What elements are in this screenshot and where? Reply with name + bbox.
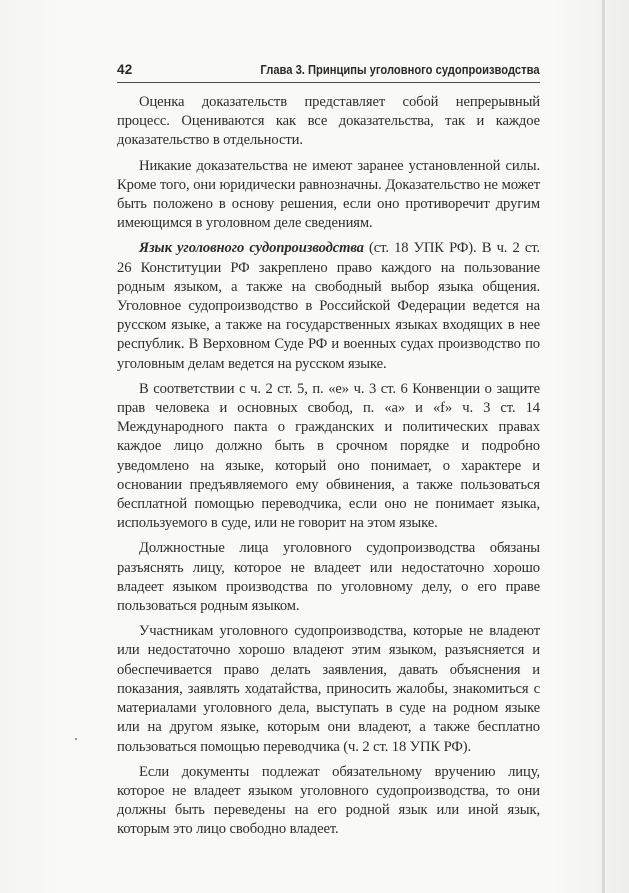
paragraph: [117, 763, 540, 840]
paragraph-text: Участникам уголовного судопроизводства, которые не владеют или недостаточно хорошо владеют этим языком, разъясняется и обеспечивается право делать заявления, давать объяснения и показания, заявлять ходатайства, приносить жалобы, знакомиться с материалами уголовного дела, выступать в суде на родном языке или на другом языке, которым они владеют, а также бесплатно пользоваться помощью переводчика (ч. 2 ст. 18 УПК РФ).: [117, 623, 540, 755]
scan-speck: [75, 738, 77, 740]
page-header: [117, 60, 540, 83]
paragraph-text: Оценка доказательств представляет собой непрерывный процесс. Оцениваются как все доказательства, так и каждое доказательство в отдельности.: [117, 94, 540, 149]
paragraph-text: Если документы подлежат обязательному вручению лицу, которое не владеет языком уголовного судопроизводства, то они должны быть переведены на его родной язык или иной язык, которым это лицо свободно владеет.: [117, 763, 540, 838]
paragraph-text: Никакие доказательства не имеют заранее установленной силы. Кроме того, они юридически равнозначны. Доказательство не может быть положено в основу решения, если оно противоречит другим имеющимся в уголовном деле сведениям.: [117, 157, 540, 232]
paragraph-language-principle: [117, 239, 540, 373]
paragraph: [117, 380, 540, 534]
page-number: 42: [117, 62, 133, 77]
page-body: [117, 93, 540, 846]
paragraph-text: Должностные лица уголовного судопроизводства обязаны разъяснять лицу, которое не владеет или недостаточно хорошо владеет языком производства по уголовному делу, о его праве пользоваться родным языком.: [117, 540, 540, 615]
page-edge-shadow: [602, 0, 605, 893]
paragraph: [117, 622, 540, 756]
paragraph: [117, 157, 540, 234]
paragraph-text: В соответствии с ч. 2 ст. 5, п. «е» ч. 3 ст. 6 Конвенции о защите прав человека и основных свобод, п. «а» и «f» ч. 3 ст. 14 Международного пакта о гражданских и политических правах каждое лицо должно быть в срочном порядке и подробно уведомлено на языке, который оно понимает, о характере и основании предъявляемого ему обвинения, а также пользоваться бесплатной помощью переводчика, если оно не понимает языка, используемого в суде, или не говорит на этом языке.: [117, 380, 540, 532]
paragraph-text: (ст. 18 УПК РФ). В ч. 2 ст. 26 Конституции РФ закреплено право каждого на пользование родным языком, а также на свободный выбор языка общения. Уголовное судопроизводство в Российской Федерации ведется на русском языке, а также на государственных языках входящих в нее республик. В Верховном Суде РФ и военных судах производство по уголовным делам ведется на русском языке.: [117, 240, 540, 372]
section-lead-heading: Язык уголовного судопроизводства: [139, 240, 364, 257]
paragraph: [117, 93, 540, 151]
paragraph: [117, 539, 540, 616]
running-head: Глава 3. Принципы уголовного судопроизводства: [260, 62, 540, 77]
